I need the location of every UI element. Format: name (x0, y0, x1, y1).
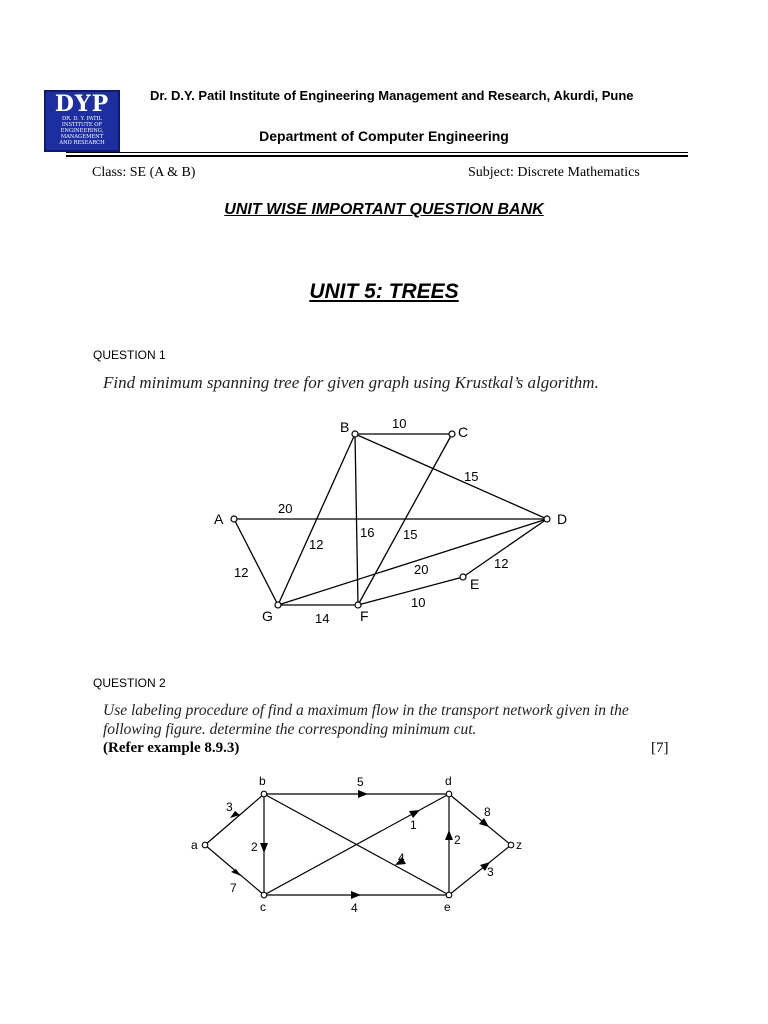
capacity-b-d: 5 (357, 775, 364, 789)
node-label-z: z (516, 838, 522, 852)
arrow-b-c (260, 843, 268, 853)
arrow-e-d (445, 830, 453, 840)
unit-title: UNIT 5: TREES (309, 280, 459, 303)
node-label-b: b (259, 774, 266, 788)
capacity-c-d: 1 (410, 818, 417, 832)
node-label-a: A (214, 511, 224, 527)
node-label-g: G (262, 608, 273, 624)
class-label: Class: SE (A & B) (92, 165, 196, 180)
node-label-f: F (360, 608, 369, 624)
capacity-b-e: 4 (398, 851, 405, 865)
question-bank-title: UNIT WISE IMPORTANT QUESTION BANK (224, 201, 544, 218)
weight-g-f: 14 (315, 611, 330, 626)
capacity-e-z: 3 (487, 865, 494, 879)
weight-f-e: 10 (411, 595, 426, 610)
question-2-text-line1: Use labeling procedure of find a maximum flow in the transport network given in the (103, 702, 629, 719)
capacity-a-c: 7 (230, 881, 237, 895)
capacity-c-e: 4 (351, 901, 358, 915)
node-label-d: D (557, 511, 568, 527)
logo-mark: DYP (54, 91, 110, 117)
node-label-b: B (340, 419, 350, 435)
capacity-e-d: 2 (454, 833, 461, 847)
weight-b-f: 16 (360, 525, 375, 540)
node-b (261, 791, 267, 797)
node-label-d: d (445, 774, 452, 788)
edge-a-b (205, 794, 264, 845)
question-2-label: QUESTION 2 (93, 676, 166, 690)
node-label-c: C (458, 424, 469, 440)
institute-name: Dr. D.Y. Patil Institute of Engineering Management and Research, Akurdi, Pune (150, 88, 634, 103)
node-a (202, 842, 208, 848)
weight-b-d: 15 (464, 469, 479, 484)
arrow-c-d (409, 810, 420, 818)
weight-b-g: 12 (309, 537, 324, 552)
node-e (446, 892, 452, 898)
question-2-reference: (Refer example 8.9.3) (103, 740, 240, 756)
arrow-c-e (351, 891, 361, 899)
weight-g-d: 20 (414, 562, 429, 577)
department-name: Department of Computer Engineering (259, 128, 509, 144)
arrow-b-d (358, 790, 368, 798)
node-label-e: E (470, 576, 480, 592)
node-d (446, 791, 452, 797)
edge-e-z (449, 845, 511, 895)
node-c (261, 892, 267, 898)
question-1-text: Find minimum spanning tree for given graph using Krustkal’s algorithm. (103, 373, 599, 392)
node-label-a: a (191, 838, 198, 852)
question-2-text-line2: following figure. determine the corresponding minimum cut. (103, 721, 477, 738)
weight-c-f: 15 (403, 527, 418, 542)
node-label-c: c (260, 900, 266, 914)
weight-a-d: 20 (278, 501, 293, 516)
capacity-a-b: 3 (226, 800, 233, 814)
weight-b-c: 10 (392, 416, 407, 431)
logo-text: DR. D. Y. PATIL INSTITUTE OF ENGINEERING, MANAGEMENT AND RESEARCH (59, 116, 105, 146)
node-z (508, 842, 514, 848)
weight-e-d: 12 (494, 556, 509, 571)
arrow-a-c (231, 869, 241, 876)
question-1-label: QUESTION 1 (93, 348, 166, 362)
capacity-d-z: 8 (484, 805, 491, 819)
capacity-b-c: 2 (251, 840, 258, 854)
node-label-e: e (444, 900, 451, 914)
subject-label: Subject: Discrete Mathematics (468, 165, 640, 180)
weight-a-g: 12 (234, 565, 249, 580)
question-2-marks: [7] (651, 740, 669, 756)
